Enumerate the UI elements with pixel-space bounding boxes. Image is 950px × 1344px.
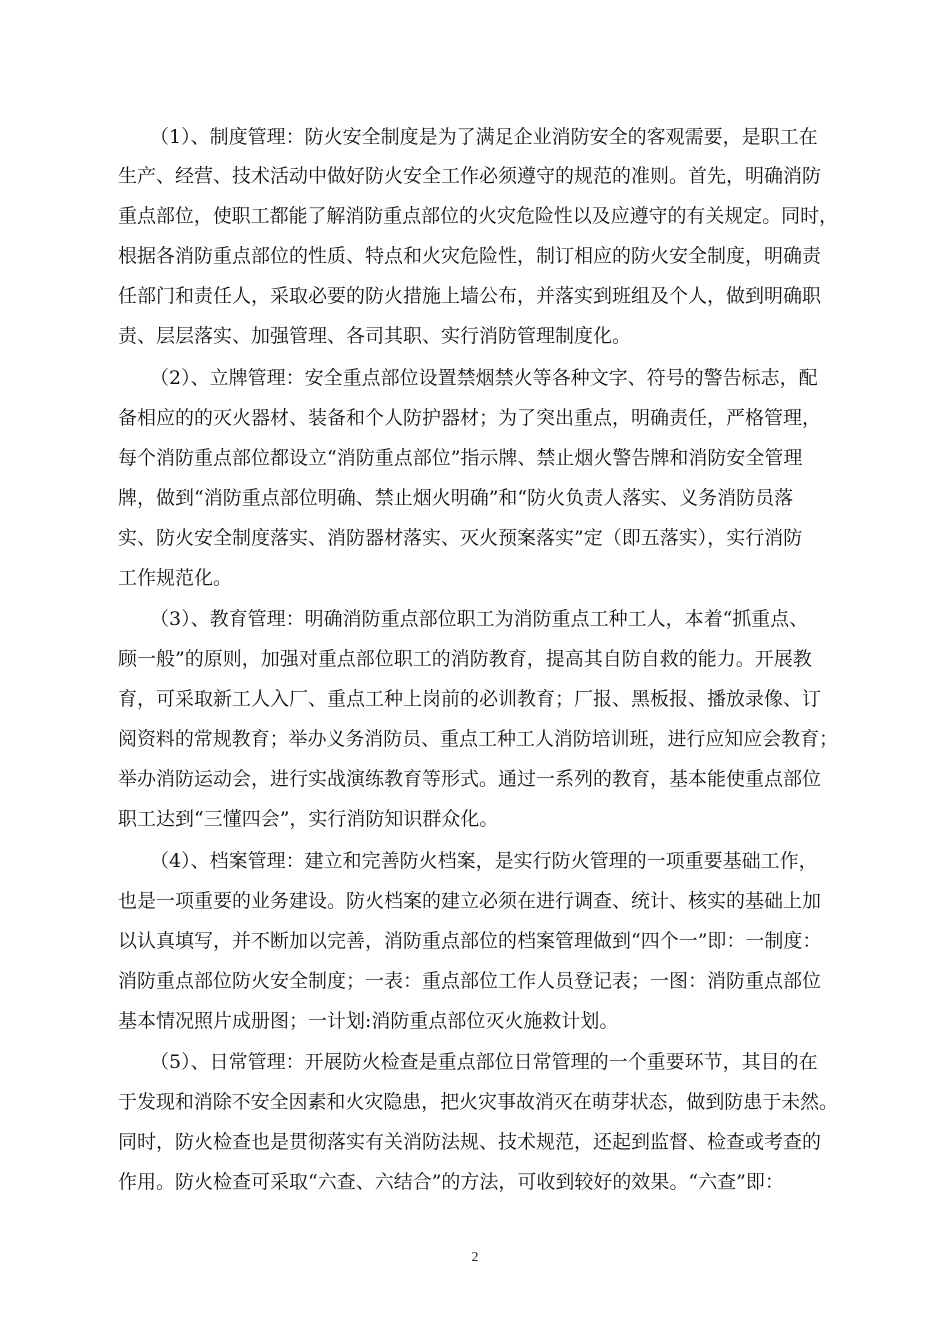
- paragraph-2-line-3: 每个消防重点部位都设立“消防重点部位”指示牌、禁止烟火警告牌和消防安全管理: [118, 447, 803, 469]
- paragraph-2-line-1: （2）、立牌管理：安全重点部位设置禁烟禁火等各种文字、符号的警告标志，配: [150, 367, 818, 389]
- paragraph-4-line-3: 以认真填写，并不断加以完善，消防重点部位的档案管理做到“四个一”即：一制度：: [118, 930, 822, 952]
- paragraph-5-line-1: （5）、日常管理：开展防火检查是重点部位日常管理的一个重要环节，其目的在: [150, 1051, 818, 1073]
- paragraph-1-line-5: 任部门和责任人，采取必要的防火措施上墙公布，并落实到班组及个人，做到明确职: [118, 285, 822, 307]
- paragraph-3-line-3: 育，可采取新工人入厂、重点工种上岗前的必训教育；厂报、黑板报、播放录像、订: [118, 688, 822, 710]
- paragraph-1-line-2: 生产、经营、技术活动中做好防火安全工作必须遵守的规范的准则。首先，明确消防: [118, 165, 822, 187]
- paragraph-1-line-4: 根据各消防重点部位的性质、特点和火灾危险性，制订相应的防火安全制度，明确责: [118, 245, 822, 267]
- paragraph-4-line-2: 也是一项重要的业务建设。防火档案的建立必须在进行调查、统计、核实的基础上加: [118, 890, 822, 912]
- paragraph-4-line-4: 消防重点部位防火安全制度；一表：重点部位工作人员登记表；一图：消防重点部位: [118, 970, 822, 992]
- paragraph-5-line-2: 于发现和消除不安全因素和火灾隐患，把火灾事故消灭在萌芽状态，做到防患于未然。: [118, 1091, 838, 1113]
- paragraph-1-line-6: 责、层层落实、加强管理、各司其职、实行消防管理制度化。: [118, 325, 632, 347]
- paragraph-3-line-5: 举办消防运动会，进行实战演练教育等形式。通过一系列的教育，基本能使重点部位: [118, 768, 822, 790]
- paragraph-4-line-1: （4）、档案管理：建立和完善防火档案，是实行防火管理的一项重要基础工作，: [150, 850, 818, 872]
- paragraph-1-line-3: 重点部位，使职工都能了解消防重点部位的火灾危险性以及应遵守的有关规定。同时，: [118, 205, 838, 227]
- paragraph-3-line-6: 职工达到“三懂四会”，实行消防知识群众化。: [118, 808, 499, 830]
- page-number: 2: [471, 1250, 479, 1265]
- paragraph-5-line-4: 作用。防火检查可采取“六查、六结合”的方法，可收到较好的效果。“六查”即：: [118, 1171, 784, 1193]
- paragraph-3-line-1: （3）、教育管理：明确消防重点部位职工为消防重点工种工人，本着“抓重点、: [150, 608, 809, 630]
- paragraph-4-line-5: 基本情况照片成册图；一计划:消防重点部位灭火施救计划。: [118, 1010, 619, 1032]
- paragraph-2-line-2: 备相应的的灭火器材、装备和个人防护器材；为了突出重点，明确责任，严格管理，: [118, 407, 822, 429]
- paragraph-3-line-4: 阅资料的常规教育；举办义务消防员、重点工种工人消防培训班，进行应知应会教育；: [118, 728, 838, 750]
- paragraph-2-line-5: 实、防火安全制度落实、消防器材落实、灭火预案落实”定（即五落实），实行消防: [118, 527, 803, 549]
- paragraph-2-line-4: 牌，做到“消防重点部位明确、禁止烟火明确”和“防火负责人落实、义务消防员落: [118, 487, 794, 509]
- paragraph-5-line-3: 同时，防火检查也是贯彻落实有关消防法规、技术规范，还起到监督、检查或考查的: [118, 1131, 822, 1153]
- paragraph-3-line-2: 顾一般”的原则，加强对重点部位职工的消防教育，提高其自防自救的能力。开展教: [118, 648, 812, 670]
- paragraph-2-line-6: 工作规范化。: [118, 567, 233, 589]
- paragraph-1-line-1: （1）、制度管理：防火安全制度是为了满足企业消防安全的客观需要，是职工在: [150, 126, 818, 148]
